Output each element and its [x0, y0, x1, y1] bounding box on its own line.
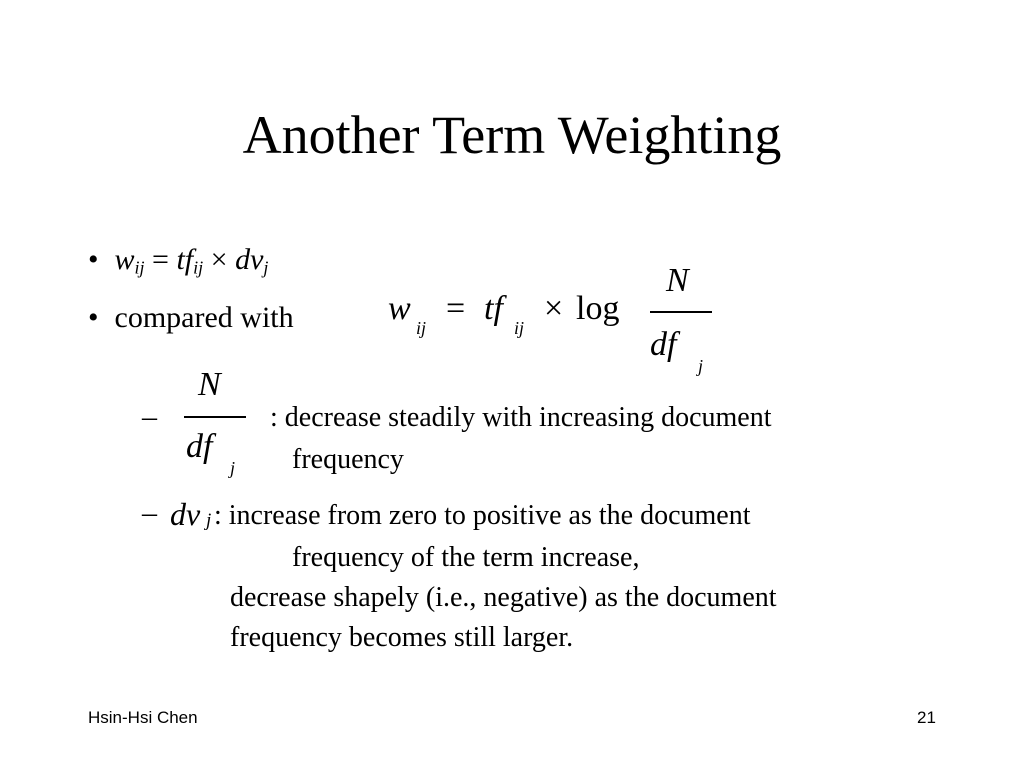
equals-sign: =: [446, 290, 466, 327]
var-N: N: [198, 366, 221, 403]
var-w: w: [388, 290, 411, 327]
var-df: df: [186, 428, 213, 465]
subscript-ij: ij: [514, 318, 525, 338]
var-tf: tf: [176, 243, 194, 276]
fraction-bar: [650, 311, 712, 313]
sub-bullet-dash: –: [142, 400, 157, 433]
sub-bullet-text-line: : decrease steadily with increasing document: [270, 402, 772, 433]
sub-bullet-text-line: frequency: [292, 444, 404, 475]
equals-sign: =: [152, 243, 169, 276]
var-dv: dv: [235, 243, 264, 276]
fraction-bar: [184, 416, 246, 418]
log-operator: log: [576, 290, 620, 327]
times-sign: ×: [544, 290, 564, 327]
slide-title: Another Term Weighting: [242, 105, 782, 165]
var-w: w: [114, 243, 135, 276]
sub-bullet-dash: –: [142, 496, 157, 529]
var-dv: dv: [170, 496, 201, 532]
subscript-j: j: [230, 458, 236, 478]
var-df: df: [650, 326, 677, 363]
subscript-ij: ij: [416, 318, 427, 338]
subscript-j: j: [263, 257, 269, 278]
subscript-j: j: [698, 356, 704, 376]
subscript-ij: ij: [193, 257, 204, 278]
bullet-marker: •: [88, 301, 99, 334]
var-N: N: [666, 262, 689, 299]
bullet-weight-formula: [88, 240, 268, 288]
sub-bullet-text-line: frequency becomes still larger.: [230, 622, 574, 653]
subscript-j: j: [206, 510, 212, 531]
sub-bullet-text-line: frequency of the term increase,: [292, 542, 640, 573]
times-sign: ×: [210, 243, 228, 276]
subscript-ij: ij: [134, 257, 145, 278]
sub-bullet-text-line: decrease shapely (i.e., negative) as the document: [230, 582, 777, 613]
footer-author: Hsin-Hsi Chen: [88, 708, 198, 727]
var-tf: tf: [484, 290, 503, 327]
bullet-compared-with: [88, 298, 294, 338]
bullet-text: compared with: [114, 301, 294, 334]
footer-page-number: 21: [917, 708, 936, 727]
sub-bullet-text-line: : increase from zero to positive as the document: [214, 500, 751, 531]
bullet-marker: •: [88, 243, 99, 276]
